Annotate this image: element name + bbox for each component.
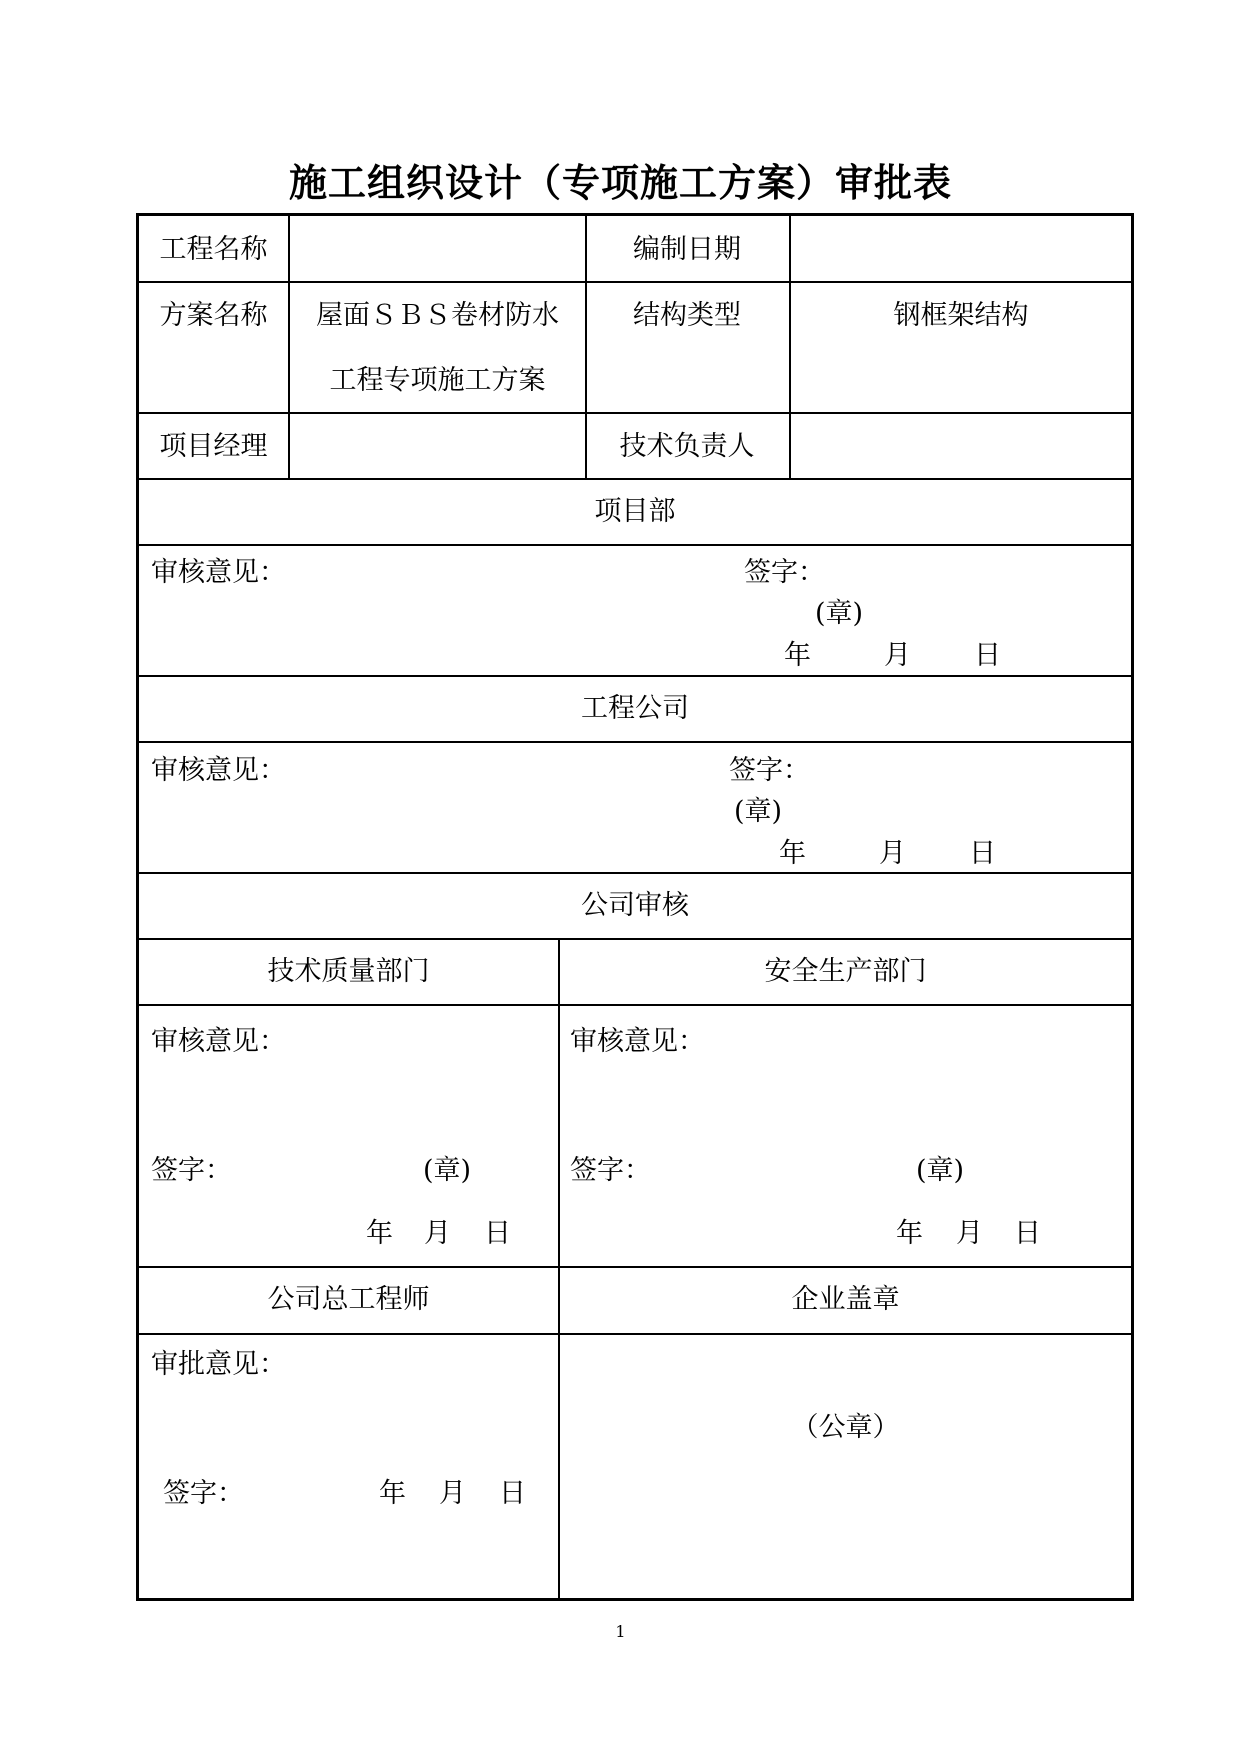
tech-quality-seal-label: (章): [423, 1155, 472, 1186]
tech-quality-sign-label: 签字：: [151, 1155, 232, 1186]
safety-production-month: 月: [956, 1218, 983, 1249]
structure-type-value: 钢框架结构: [893, 300, 1029, 331]
safety-production-day: 日: [1014, 1218, 1041, 1249]
tech-quality-day: 日: [484, 1218, 511, 1249]
tech-quality-year: 年: [366, 1218, 393, 1249]
safety-production-header: 安全生产部门: [764, 956, 927, 987]
chief-engineer-month: 月: [439, 1478, 466, 1509]
page-title: 施工组织设计（专项施工方案）审批表: [288, 161, 952, 205]
safety-production-opinion-label: 审核意见：: [570, 1026, 705, 1057]
divider: [139, 1333, 1131, 1335]
divider: [139, 478, 1131, 480]
engineering-company-day: 日: [969, 838, 996, 869]
enterprise-seal-header: 企业盖章: [791, 1284, 900, 1315]
project-dept-opinion-label: 审核意见：: [151, 557, 286, 588]
divider: [139, 544, 1131, 546]
divider: [139, 1266, 1131, 1268]
divider: [139, 675, 1131, 677]
chief-engineer-sign-label: 签字：: [163, 1478, 244, 1509]
tech-quality-month: 月: [424, 1218, 451, 1249]
plan-name-value-line1: 屋面ＳＢＳ卷材防水: [316, 300, 559, 331]
safety-production-seal-label: (章): [916, 1155, 965, 1186]
project-dept-seal-label: (章): [815, 598, 864, 629]
compile-date-label: 编制日期: [633, 234, 741, 265]
structure-type-label: 结构类型: [633, 300, 741, 331]
chief-engineer-year: 年: [379, 1478, 406, 1509]
engineering-company-header: 工程公司: [581, 693, 689, 724]
engineering-company-month: 月: [879, 838, 906, 869]
project-dept-month: 月: [884, 640, 911, 671]
chief-engineer-day: 日: [499, 1478, 526, 1509]
approval-form: [136, 213, 1134, 1601]
project-dept-header: 项目部: [594, 496, 676, 527]
tech-quality-header: 技术质量部门: [267, 956, 430, 987]
plan-name-label: 方案名称: [159, 300, 268, 331]
enterprise-seal-label: （公章）: [791, 1412, 900, 1443]
project-dept-year: 年: [784, 640, 811, 671]
tech-lead-label: 技术负责人: [619, 431, 755, 462]
divider: [558, 938, 560, 1598]
divider: [789, 216, 791, 478]
plan-name-value-line2: 工程专项施工方案: [329, 365, 546, 396]
safety-production-sign-label: 签字：: [570, 1155, 651, 1186]
divider: [139, 938, 1131, 940]
engineering-company-sign-label: 签字：: [729, 755, 810, 786]
safety-production-year: 年: [896, 1218, 923, 1249]
divider: [139, 872, 1131, 874]
divider: [288, 216, 290, 478]
divider: [139, 1004, 1131, 1006]
engineering-company-seal-label: (章): [734, 796, 783, 827]
page-number: 1: [615, 1622, 626, 1641]
project-manager-label: 项目经理: [159, 431, 268, 462]
chief-engineer-opinion-label: 审批意见：: [151, 1349, 286, 1380]
tech-quality-opinion-label: 审核意见：: [151, 1026, 286, 1057]
project-dept-day: 日: [974, 640, 1001, 671]
project-name-label: 工程名称: [159, 234, 268, 265]
divider: [139, 741, 1131, 743]
engineering-company-opinion-label: 审核意见：: [151, 755, 286, 786]
chief-engineer-header: 公司总工程师: [267, 1284, 430, 1315]
engineering-company-year: 年: [779, 838, 806, 869]
company-review-header: 公司审核: [581, 890, 689, 921]
project-dept-sign-label: 签字：: [744, 557, 825, 588]
